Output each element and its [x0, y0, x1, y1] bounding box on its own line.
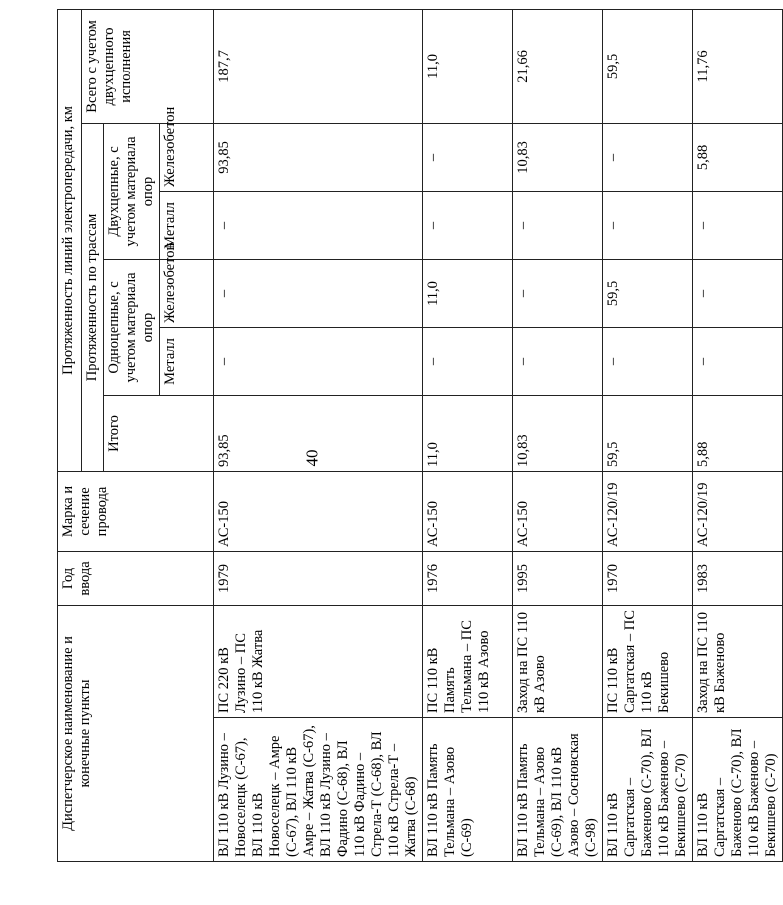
header-double-concrete: Железобетон [160, 123, 214, 191]
row-double-concrete: 5,88 [693, 123, 783, 191]
transmission-lines-table [57, 9, 783, 862]
row-double-metal: – [603, 191, 693, 259]
table-row [423, 9, 513, 861]
page-number: 40 [302, 449, 322, 467]
row-wire: АС-120/19 [603, 471, 693, 551]
row-total-double: 21,66 [513, 9, 603, 123]
table-row [513, 9, 603, 861]
row-single-concrete: – [214, 259, 423, 327]
row-points: ПС 110 кВ Саргатская – ПС 110 кВ Бекишево [603, 605, 693, 717]
row-wire: АС-150 [214, 471, 423, 551]
row-points: Заход на ПС 110 кВ Азово [513, 605, 603, 717]
row-single-concrete: – [513, 259, 603, 327]
row-total-double: 11,76 [693, 9, 783, 123]
row-total: 59,5 [603, 395, 693, 471]
row-year: 1976 [423, 551, 513, 605]
header-length-group: Протяженность линий электропередачи, км [58, 9, 82, 471]
row-points: ПС 110 кВ Память Тельмана – ПС 110 кВ Азово [423, 605, 513, 717]
row-double-concrete: 10,83 [513, 123, 603, 191]
row-single-metal: – [423, 327, 513, 395]
row-single-concrete: 11,0 [423, 259, 513, 327]
table-row [603, 9, 693, 861]
row-total: 93,85 [214, 395, 423, 471]
header-name: Диспетчерское наименование и конечные пункты [58, 605, 214, 861]
row-total-double: 59,5 [603, 9, 693, 123]
row-points: ПС 220 кВ Лузино – ПС 110 кВ Жатва [214, 605, 423, 717]
rotated-table-container [57, 10, 779, 862]
row-total: 5,88 [693, 395, 783, 471]
row-double-concrete: 93,85 [214, 123, 423, 191]
header-single-metal: Металл [160, 327, 214, 395]
row-name: ВЛ 110 кВ Лузино – Новоселецк (С-67), ВЛ 110 кВ Новоселецк – Амре (С-67), ВЛ 110 кВ Амре – Жатва (С-67), ВЛ 110 кВ Лузино – Фадино (С-68), ВЛ 110 кВ Фадино – Стрела-Т (С-68), ВЛ 110 кВ Стрела-Т – Жатва (С-68) [214, 718, 423, 862]
row-total: 11,0 [423, 395, 513, 471]
row-single-metal: – [513, 327, 603, 395]
header-total: Итого [104, 395, 214, 471]
row-double-concrete: – [423, 123, 513, 191]
row-single-concrete: – [693, 259, 783, 327]
row-wire: АС-150 [423, 471, 513, 551]
row-name: ВЛ 110 кВ Саргатская – Баженово (С-70), ВЛ 110 кВ Баженово – Бекишево (С-70) [693, 718, 783, 862]
header-single-concrete: Железобетон [160, 259, 214, 327]
row-total-double: 187,7 [214, 9, 423, 123]
row-year: 1983 [693, 551, 783, 605]
row-year: 1995 [513, 551, 603, 605]
row-name: ВЛ 110 кВ Память Тельмана – Азово (С-69), ВЛ 110 кВ Азово – Сосновская (С-98) [513, 718, 603, 862]
row-double-metal: – [214, 191, 423, 259]
header-by-routes: Протяженность по трассам [82, 123, 104, 471]
row-points: Заход на ПС 110 кВ Баженово [693, 605, 783, 717]
row-double-metal: – [693, 191, 783, 259]
row-wire: АС-150 [513, 471, 603, 551]
table-row [214, 9, 423, 861]
row-year: 1979 [214, 551, 423, 605]
row-wire: АС-120/19 [693, 471, 783, 551]
row-total-double: 11,0 [423, 9, 513, 123]
header-double-metal: Металл [160, 191, 214, 259]
row-double-metal: – [423, 191, 513, 259]
header-year: Год ввода [58, 551, 214, 605]
header-total-double: Всего с учетом двухцепного исполнения [82, 9, 214, 123]
header-wire: Марка и сечение провода [58, 471, 214, 551]
header-single-circuit: Одноцепные, с учетом материала опор [104, 259, 160, 395]
row-single-metal: – [603, 327, 693, 395]
row-name: ВЛ 110 кВ Память Тельмана – Азово (С-69) [423, 718, 513, 862]
table-row [693, 9, 783, 861]
row-double-concrete: – [603, 123, 693, 191]
row-single-metal: – [214, 327, 423, 395]
row-year: 1970 [603, 551, 693, 605]
row-single-metal: – [693, 327, 783, 395]
header-double-circuit: Двухцепные, с учетом материала опор [104, 123, 160, 259]
row-double-metal: – [513, 191, 603, 259]
row-name: ВЛ 110 кВ Саргатская – Баженово (С-70), ВЛ 110 кВ Баженово – Бекишево (С-70) [603, 718, 693, 862]
row-total: 10,83 [513, 395, 603, 471]
row-single-concrete: 59,5 [603, 259, 693, 327]
